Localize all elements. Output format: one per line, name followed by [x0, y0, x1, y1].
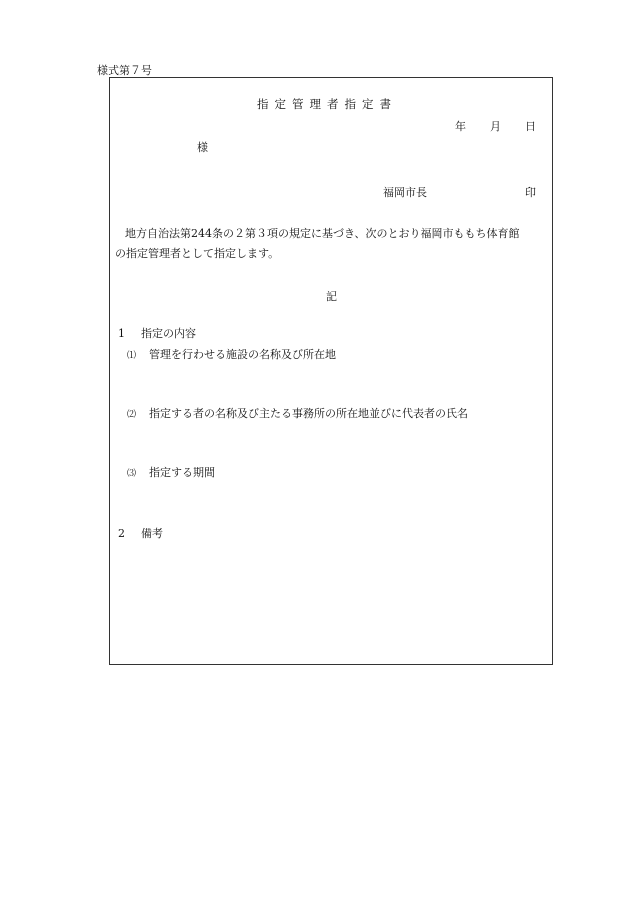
item-2-text: 指定する者の名称及び主たる事務所の所在地並びに代表者の氏名: [149, 407, 468, 420]
date-year-label: 年: [455, 120, 466, 133]
body-text-line-1: 地方自治法第244条の２第３項の規定に基づき、次のとおり福岡市ももち体育館: [125, 227, 520, 240]
section-1-heading: [118, 327, 196, 340]
item-1-text: 管理を行わせる施設の名称及び所在地: [149, 348, 336, 361]
date-day-label: 日: [525, 120, 536, 133]
document-frame: [109, 77, 553, 665]
section-1-number: 1: [118, 327, 125, 340]
item-2-number: ⑵: [127, 410, 137, 420]
section-1-item-2: [127, 407, 468, 421]
section-2-heading: [118, 527, 163, 540]
ki-marker: 記: [326, 290, 337, 303]
form-number: 様式第７号: [97, 64, 152, 77]
item-3-text: 指定する期間: [149, 466, 215, 479]
section-1-item-3: [127, 466, 215, 480]
seal-mark: 印: [525, 186, 536, 199]
section-1-title: 指定の内容: [141, 327, 196, 340]
section-2-number: 2: [118, 527, 125, 540]
document-title: 指定管理者指定書: [257, 97, 397, 111]
issuer-name: 福岡市長: [383, 186, 427, 199]
addressee-honorific: 様: [197, 141, 208, 154]
date-month-label: 月: [490, 120, 501, 133]
section-2-title: 備考: [141, 527, 163, 540]
item-1-number: ⑴: [127, 351, 137, 361]
item-3-number: ⑶: [127, 469, 137, 479]
section-1-item-1: [127, 348, 336, 362]
body-text-line-2: の指定管理者として指定します。: [115, 247, 280, 260]
